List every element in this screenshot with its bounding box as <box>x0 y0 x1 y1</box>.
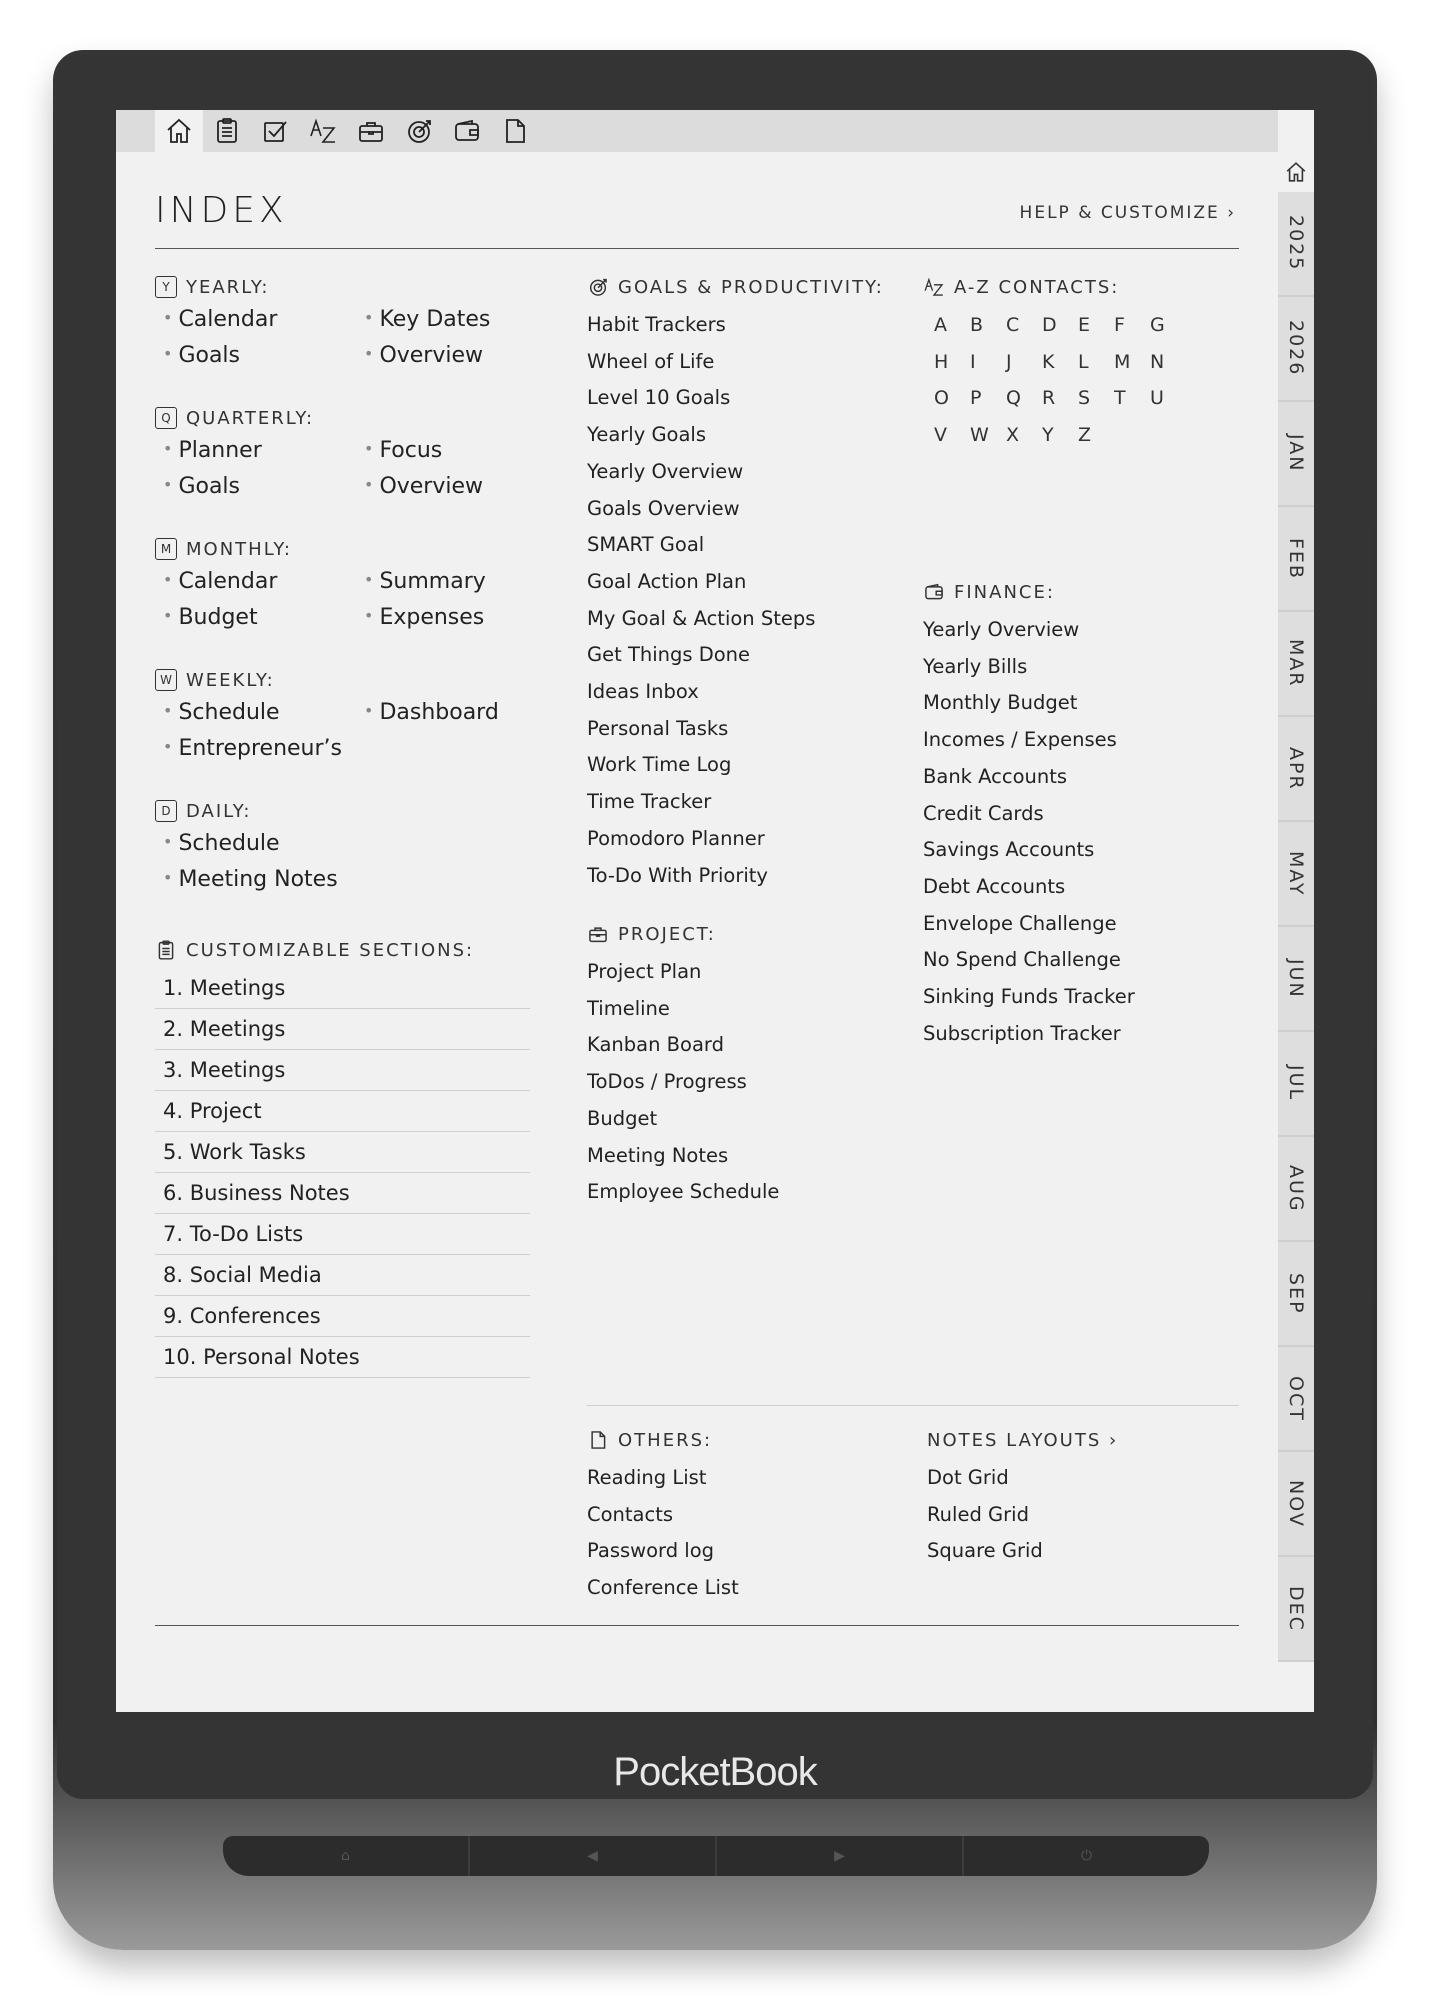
link-weekly-dashboard[interactable]: • Dashboard <box>364 700 499 725</box>
contact-letter-f[interactable]: F <box>1114 314 1125 336</box>
contact-letter-w[interactable]: W <box>970 424 989 447</box>
link-password-log[interactable]: Password log <box>587 1539 715 1563</box>
az-icon[interactable] <box>299 110 347 152</box>
contact-letter-u[interactable]: U <box>1150 387 1164 410</box>
side-home-icon[interactable] <box>1278 152 1314 192</box>
daily-section <box>155 799 535 901</box>
contact-letter-o[interactable]: O <box>934 387 949 410</box>
link-todos-progress[interactable]: ToDos / Progress <box>587 1070 747 1094</box>
link-project-budget[interactable]: Budget <box>587 1106 658 1130</box>
tab-feb[interactable]: FEB <box>1278 507 1314 612</box>
link-quarterly-overview[interactable]: • Overview <box>364 474 483 499</box>
contact-letter-m[interactable]: M <box>1114 350 1131 373</box>
screen <box>116 110 1314 1712</box>
custom-section-6[interactable]: 6. Business Notes <box>155 1173 530 1214</box>
link-sinking-funds-tracker[interactable]: Sinking Funds Tracker <box>923 985 1135 1009</box>
link-daily-meeting-notes[interactable]: • Meeting Notes <box>163 867 338 892</box>
link-monthly-summary[interactable]: • Summary <box>364 569 486 594</box>
calendar-w-icon: W <box>155 669 177 691</box>
contacts-letter-grid <box>923 307 1223 454</box>
custom-section-3[interactable]: 3. Meetings <box>155 1050 530 1091</box>
brand-logo: PocketBook <box>613 1750 817 1794</box>
link-goal-action-plan[interactable]: Goal Action Plan <box>587 569 747 593</box>
contact-letter-c[interactable]: C <box>1006 314 1020 336</box>
notes-layouts-heading[interactable]: NOTES LAYOUTS › <box>927 1429 1119 1451</box>
link-daily-schedule[interactable]: • Schedule <box>163 831 280 856</box>
link-subscription-tracker[interactable]: Subscription Tracker <box>923 1021 1121 1045</box>
contacts-heading: A-Z CONTACTS: <box>954 276 1120 298</box>
link-pomodoro-planner[interactable]: Pomodoro Planner <box>587 826 765 850</box>
link-employee-schedule[interactable]: Employee Schedule <box>587 1180 780 1204</box>
link-weekly-entrepreneurs[interactable]: • Entrepreneur’s <box>163 736 342 761</box>
contact-letter-e[interactable]: E <box>1078 314 1091 336</box>
link-level-10-goals[interactable]: Level 10 Goals <box>587 386 731 410</box>
hardware-buttons <box>223 1836 1209 1876</box>
calendar-d-icon: D <box>155 800 177 822</box>
monthly-section <box>155 537 535 639</box>
link-bank-accounts[interactable]: Bank Accounts <box>923 764 1068 788</box>
link-habit-trackers[interactable]: Habit Trackers <box>587 313 726 336</box>
link-monthly-calendar[interactable]: • Calendar <box>163 569 277 594</box>
goals-section <box>587 275 907 894</box>
link-monthly-expenses[interactable]: • Expenses <box>364 605 484 630</box>
others-section <box>587 1428 907 1607</box>
link-wheel-of-life[interactable]: Wheel of Life <box>587 349 715 373</box>
tab-jun[interactable]: JUN <box>1278 927 1314 1032</box>
contact-letter-d[interactable]: D <box>1042 314 1057 336</box>
link-monthly-budget[interactable]: Monthly Budget <box>923 691 1078 715</box>
link-personal-tasks[interactable]: Personal Tasks <box>587 716 729 740</box>
contact-letter-a[interactable]: A <box>934 314 947 336</box>
link-weekly-schedule[interactable]: • Schedule <box>163 700 280 725</box>
tab-nov[interactable]: NOV <box>1278 1452 1314 1557</box>
contact-letter-s[interactable]: S <box>1078 387 1091 410</box>
custom-section-8[interactable]: 8. Social Media <box>155 1255 530 1296</box>
notes-icon <box>155 939 177 961</box>
tab-apr[interactable]: APR <box>1278 717 1314 822</box>
monthly-heading: MONTHLY: <box>186 538 292 560</box>
notes-icon[interactable] <box>203 110 251 152</box>
help-customize-link[interactable]: HELP & CUSTOMIZE › <box>1019 203 1236 223</box>
link-incomes-expenses[interactable]: Incomes / Expenses <box>923 728 1117 752</box>
briefcase-icon <box>587 923 609 945</box>
az-icon <box>923 276 945 298</box>
others-divider <box>587 1405 1239 1406</box>
link-contacts[interactable]: Contacts <box>587 1502 674 1526</box>
contact-letter-p[interactable]: P <box>970 387 982 410</box>
contact-letter-b[interactable]: B <box>970 314 984 336</box>
goal-icon[interactable] <box>395 110 443 152</box>
custom-section-9[interactable]: 9. Conferences <box>155 1296 530 1337</box>
home-icon[interactable] <box>155 110 203 152</box>
hardware-home-button[interactable]: ⌂ <box>223 1836 470 1876</box>
link-smart-goal[interactable]: SMART Goal <box>587 533 705 557</box>
project-section <box>587 922 907 1211</box>
link-ideas-inbox[interactable]: Ideas Inbox <box>587 680 699 704</box>
tab-oct[interactable]: OCT <box>1278 1347 1314 1452</box>
custom-section-4[interactable]: 4. Project <box>155 1091 530 1132</box>
checkbox-icon[interactable] <box>251 110 299 152</box>
finance-section <box>923 580 1223 1052</box>
weekly-heading: WEEKLY: <box>186 669 275 691</box>
contact-letter-l[interactable]: L <box>1078 350 1089 373</box>
hardware-next-button[interactable]: ▶ <box>717 1836 964 1876</box>
link-my-goal-action-steps[interactable]: My Goal & Action Steps <box>587 606 816 630</box>
link-reading-list[interactable]: Reading List <box>587 1466 707 1489</box>
link-yearly-overview[interactable]: • Overview <box>364 343 483 368</box>
custom-section-5[interactable]: 5. Work Tasks <box>155 1132 530 1173</box>
customizable-heading: CUSTOMIZABLE SECTIONS: <box>186 939 475 961</box>
finance-heading: FINANCE: <box>954 581 1055 603</box>
link-finance-yearly-overview[interactable]: Yearly Overview <box>923 618 1080 641</box>
link-conference-list[interactable]: Conference List <box>587 1576 739 1600</box>
contact-letter-n[interactable]: N <box>1150 350 1165 373</box>
hardware-power-button[interactable]: ⏻ <box>1080 1848 1093 1864</box>
page-title: INDEX <box>155 190 288 231</box>
link-no-spend-challenge[interactable]: No Spend Challenge <box>923 948 1121 972</box>
tab-sep[interactable]: SEP <box>1278 1242 1314 1347</box>
briefcase-icon[interactable] <box>347 110 395 152</box>
custom-section-10[interactable]: 10. Personal Notes <box>155 1337 530 1378</box>
wallet-icon[interactable] <box>443 110 491 152</box>
side-tabs <box>1278 152 1314 1662</box>
custom-section-1[interactable]: 1. Meetings <box>155 968 530 1009</box>
daily-heading: DAILY: <box>186 800 252 822</box>
goal-icon <box>587 276 609 298</box>
link-todo-with-priority[interactable]: To-Do With Priority <box>587 863 768 887</box>
contact-letter-r[interactable]: R <box>1042 387 1056 410</box>
link-yearly-bills[interactable]: Yearly Bills <box>923 654 1028 678</box>
notes-layouts-section <box>927 1428 1227 1570</box>
tab-mar[interactable]: MAR <box>1278 612 1314 717</box>
calendar-q-icon: Q <box>155 407 177 429</box>
page-icon <box>587 1429 609 1451</box>
project-heading: PROJECT: <box>618 923 716 945</box>
link-work-time-log[interactable]: Work Time Log <box>587 753 732 777</box>
top-toolbar <box>116 110 1278 152</box>
link-monthly-budget[interactable]: • Budget <box>163 605 258 630</box>
link-square-grid[interactable]: Square Grid <box>927 1539 1043 1563</box>
link-debt-accounts[interactable]: Debt Accounts <box>923 874 1066 898</box>
contact-letter-k[interactable]: K <box>1042 350 1055 373</box>
page-icon[interactable] <box>491 110 539 152</box>
contact-letter-z[interactable]: Z <box>1078 424 1092 447</box>
custom-section-2[interactable]: 2. Meetings <box>155 1009 530 1050</box>
weekly-section <box>155 668 535 770</box>
link-envelope-challenge[interactable]: Envelope Challenge <box>923 911 1117 935</box>
contact-letter-q[interactable]: Q <box>1006 387 1021 410</box>
custom-section-7[interactable]: 7. To-Do Lists <box>155 1214 530 1255</box>
footer-divider <box>155 1625 1239 1626</box>
calendar-m-icon: M <box>155 538 177 560</box>
link-yearly-calendar[interactable]: • Calendar <box>163 307 277 332</box>
others-heading: OTHERS: <box>618 1429 713 1451</box>
quarterly-heading: QUARTERLY: <box>186 407 315 429</box>
link-quarterly-planner[interactable]: • Planner <box>163 438 262 463</box>
link-yearly-key-dates[interactable]: • Key Dates <box>364 307 490 332</box>
tab-may[interactable]: MAY <box>1278 822 1314 927</box>
contact-letter-x[interactable]: X <box>1006 424 1020 447</box>
link-quarterly-goals[interactable]: • Goals <box>163 474 240 499</box>
link-ruled-grid[interactable]: Ruled Grid <box>927 1502 1029 1526</box>
yearly-heading: YEARLY: <box>186 276 270 298</box>
link-dot-grid[interactable]: Dot Grid <box>927 1466 1009 1489</box>
link-goals-overview[interactable]: Goals Overview <box>587 496 740 520</box>
yearly-section <box>155 275 535 377</box>
contacts-section <box>923 275 1223 454</box>
contact-letter-g[interactable]: G <box>1150 314 1165 336</box>
tab-aug[interactable]: AUG <box>1278 1137 1314 1242</box>
link-project-meeting-notes[interactable]: Meeting Notes <box>587 1143 729 1167</box>
quarterly-section <box>155 406 535 508</box>
contact-letter-i[interactable]: I <box>970 350 976 373</box>
contact-letter-t[interactable]: T <box>1114 387 1126 410</box>
contact-letter-h[interactable]: H <box>934 350 949 373</box>
tab-dec[interactable]: DEC <box>1278 1557 1314 1662</box>
link-yearly-goals[interactable]: • Goals <box>163 343 240 368</box>
contact-letter-v[interactable]: V <box>934 424 947 447</box>
goals-heading: GOALS & PRODUCTIVITY: <box>618 276 884 298</box>
tab-jan[interactable]: JAN <box>1278 402 1314 507</box>
calendar-y-icon: Y <box>155 276 177 298</box>
link-timeline[interactable]: Timeline <box>587 996 670 1020</box>
link-savings-accounts[interactable]: Savings Accounts <box>923 838 1095 862</box>
contact-letter-j[interactable]: J <box>1006 350 1012 373</box>
customizable-section <box>155 938 555 1378</box>
wallet-icon <box>923 581 945 603</box>
contact-letter-y[interactable]: Y <box>1042 424 1054 447</box>
link-kanban-board[interactable]: Kanban Board <box>587 1033 724 1057</box>
link-time-tracker[interactable]: Time Tracker <box>587 790 712 814</box>
header-divider <box>155 248 1239 249</box>
link-yearly-goals[interactable]: Yearly Goals <box>587 423 707 447</box>
link-credit-cards[interactable]: Credit Cards <box>923 801 1044 825</box>
hardware-prev-button[interactable]: ◀ <box>470 1836 717 1876</box>
tab-2025[interactable]: 2025 <box>1278 192 1314 297</box>
tab-jul[interactable]: JUL <box>1278 1032 1314 1137</box>
link-goals-yearly-overview[interactable]: Yearly Overview <box>587 459 744 483</box>
link-quarterly-focus[interactable]: • Focus <box>364 438 442 463</box>
link-get-things-done[interactable]: Get Things Done <box>587 643 751 667</box>
link-project-plan[interactable]: Project Plan <box>587 960 702 983</box>
tab-2026[interactable]: 2026 <box>1278 297 1314 402</box>
